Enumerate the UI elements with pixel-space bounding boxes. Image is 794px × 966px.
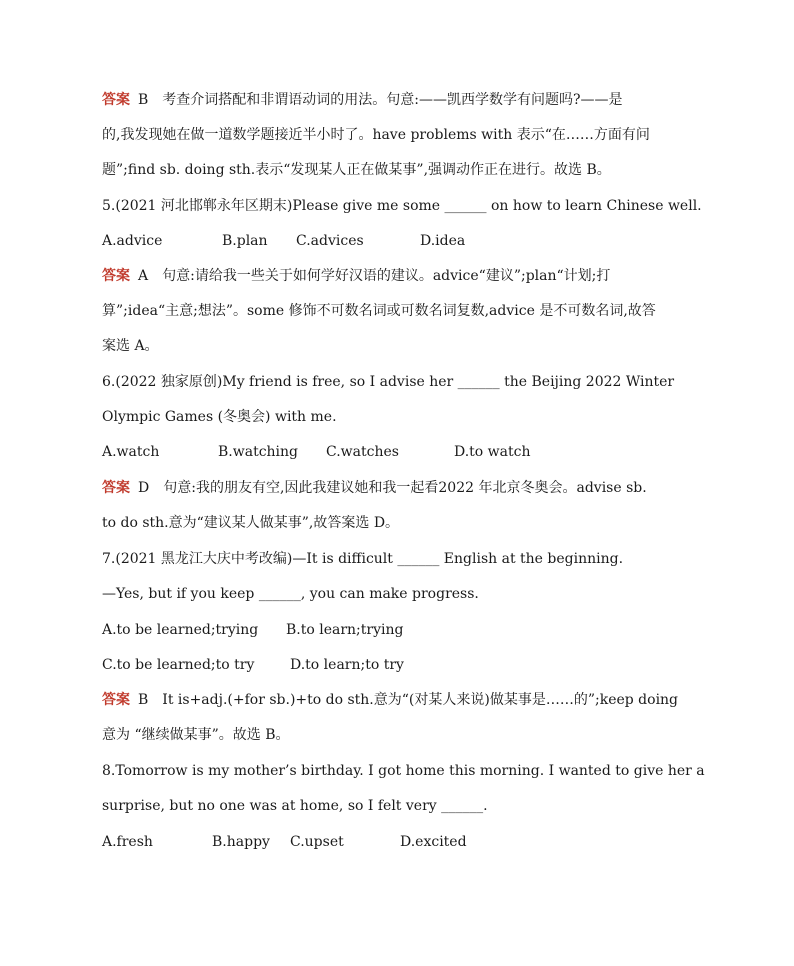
q7-stem-line-1: 7.(2021 黑龙江大庆中考改编)—It is difficult ______ English at the beginning. xyxy=(102,551,624,567)
q6-option-d: D.to watch xyxy=(454,444,531,460)
answer-key: A xyxy=(138,268,149,284)
q6-stem-line-1: 6.(2022 独家原创)My friend is free, so I advise her ______ the Beijing 2022 Winter xyxy=(102,374,675,390)
q7-stem-line-2: —Yes, but if you keep ______, you can make progress. xyxy=(102,586,479,602)
q5-answer-line-2: 算”;idea“主意;想法”。some 修饰不可数名词或可数名词复数,advice 是不可数名词,故答 xyxy=(102,303,656,319)
q8-option-c: C.upset xyxy=(290,834,344,850)
q4-answer-line-2: 的,我发现她在做一道数学题接近半小时了。have problems with 表示“在……方面有问 xyxy=(102,127,650,143)
q5-answer-line-3: 案选 A。 xyxy=(102,338,159,354)
q6-answer-line-2: to do sth.意为“建议某人做某事”,故答案选 D。 xyxy=(102,515,400,531)
q7-answer-line-2: 意为 “继续做某事”。故选 B。 xyxy=(102,727,290,743)
q5-option-d: D.idea xyxy=(420,233,466,249)
answer-label: 答案 xyxy=(102,692,130,708)
q7-option-b: B.to learn;trying xyxy=(286,622,404,638)
q8-option-d: D.excited xyxy=(400,834,467,850)
answer-label: 答案 xyxy=(102,480,130,496)
q7-option-a: A.to be learned;trying xyxy=(102,622,259,638)
q6-stem-line-2: Olympic Games (冬奥会) with me. xyxy=(102,409,337,425)
q8-option-a: A.fresh xyxy=(102,834,153,850)
q5-stem: 5.(2021 河北邯郸永年区期末)Please give me some ______ on how to learn Chinese well. xyxy=(102,198,702,214)
q6-option-c: C.watches xyxy=(326,444,399,460)
answer-key: B xyxy=(138,692,149,708)
answer-label: 答案 xyxy=(102,92,130,108)
q7-option-d: D.to learn;to try xyxy=(290,657,404,673)
q8-stem-line-2: surprise, but no one was at home, so I felt very ______. xyxy=(102,798,488,814)
q5-option-c: C.advices xyxy=(296,233,364,249)
q4-answer-line-1: 答案 B 考查介词搭配和非谓语动词的用法。句意:——凯西学数学有问题吗?——是 xyxy=(102,92,623,108)
q7-answer-line-1: 答案 B It is+adj.(+for sb.)+to do sth.意为“(对某人来说)做某事是……的”;keep doing xyxy=(102,692,679,708)
answer-label: 答案 xyxy=(102,268,130,284)
q6-option-b: B.watching xyxy=(218,444,299,460)
q6-option-a: A.watch xyxy=(102,444,160,460)
q6-answer-line-1: 答案 D 句意:我的朋友有空,因此我建议她和我一起看2022 年北京冬奥会。advise sb. xyxy=(102,480,647,496)
q8-stem-line-1: 8.Tomorrow is my mother’s birthday. I got home this morning. I wanted to give her a xyxy=(102,763,705,779)
answer-key: D xyxy=(138,480,150,496)
q5-option-b: B.plan xyxy=(222,233,268,249)
answer-key: B xyxy=(138,92,149,108)
q7-option-c: C.to be learned;to try xyxy=(102,657,255,673)
q5-answer-line-1: 答案 A 句意:请给我一些关于如何学好汉语的建议。advice“建议”;plan“计划;打 xyxy=(102,268,611,284)
q4-answer-line-3: 题”;find sb. doing sth.表示“发现某人正在做某事”,强调动作正在进行。故选 B。 xyxy=(102,162,611,178)
q5-option-a: A.advice xyxy=(102,233,163,249)
q8-option-b: B.happy xyxy=(212,834,270,850)
